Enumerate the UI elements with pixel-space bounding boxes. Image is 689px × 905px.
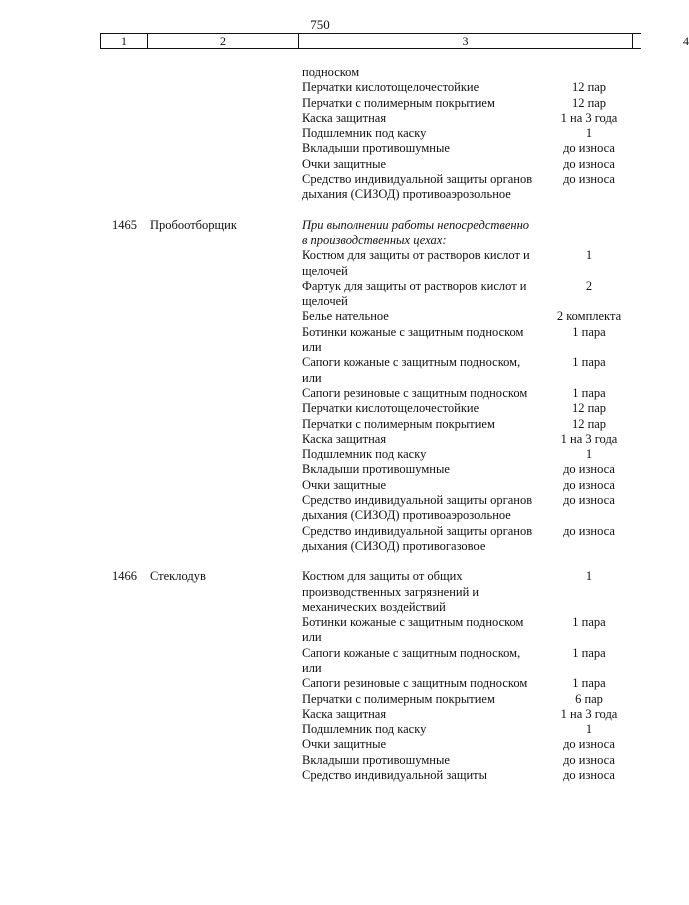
page-number: 750 [310, 17, 330, 32]
table-row [0, 676, 640, 691]
ppe-item: Сапоги кожаные с защитным подноском, или [302, 355, 521, 385]
header-col-1: 1 [101, 34, 148, 48]
ppe-quantity: 1 на 3 года [560, 110, 618, 125]
table-row [0, 111, 640, 126]
ppe-item: Каска защитная [302, 706, 387, 721]
table-row [0, 141, 640, 156]
ppe-item: Очки защитные [302, 156, 387, 171]
table-row [0, 401, 640, 416]
ppe-item: Средство индивидуальной защиты органов дыхания (СИЗОД) противогазовое [302, 523, 533, 553]
ppe-quantity: 1 [585, 569, 593, 584]
ppe-quantity: 12 пар [571, 416, 607, 431]
ppe-quantity: до износа [563, 172, 615, 187]
ppe-item: Ботинки кожаные с защитным подноском или [302, 615, 524, 645]
table-row [0, 478, 640, 493]
ppe-item: Каска защитная [302, 110, 387, 125]
ppe-item: Перчатки кислотощелочестойкие [302, 401, 480, 416]
table-row [0, 447, 640, 462]
ppe-item: Очки защитные [302, 477, 387, 492]
table-row [0, 569, 640, 615]
ppe-item: Белье нательное [302, 309, 389, 324]
ppe-quantity: до износа [563, 156, 615, 171]
ppe-quantity: 1 на 3 года [560, 706, 618, 721]
ppe-quantity: до износа [563, 477, 615, 492]
ppe-quantity: 1 [585, 248, 593, 263]
table-row [0, 462, 640, 477]
ppe-quantity: 12 пар [571, 80, 607, 95]
entry-1465 [0, 218, 640, 555]
table-row [0, 157, 640, 172]
table-row [0, 325, 640, 356]
ppe-item: Ботинки кожаные с защитным подноском или [302, 324, 524, 355]
ppe-quantity: до износа [563, 752, 615, 767]
table-header [100, 33, 689, 49]
ppe-item: Подшлемник под каску [302, 126, 427, 141]
ppe-item: Вкладыши противошумные [302, 141, 450, 156]
table-row [0, 524, 640, 555]
ppe-quantity: до износа [563, 523, 615, 538]
ppe-quantity: 1 пара [572, 615, 606, 630]
ppe-item: Костюм для защиты от общих производственных загрязнений и механических воздействий [302, 569, 480, 614]
ppe-item: Подшлемник под каску [302, 447, 427, 462]
table-row [0, 707, 640, 722]
table-row [0, 126, 640, 141]
ppe-item: Средство индивидуальной защиты [302, 768, 488, 783]
table-row [0, 646, 640, 677]
ppe-quantity: 1 пара [572, 355, 606, 370]
ppe-quantity: 1 пара [572, 676, 606, 691]
table-row [0, 248, 640, 279]
table-row [0, 309, 640, 324]
table-row [0, 96, 640, 111]
ppe-item: Очки защитные [302, 737, 387, 752]
ppe-quantity: до износа [563, 141, 615, 156]
table-row [0, 432, 640, 447]
table-row [0, 279, 640, 310]
table-row [0, 493, 640, 524]
table-row [0, 218, 640, 249]
ppe-quantity: 12 пар [571, 401, 607, 416]
ppe-item: Сапоги резиновые с защитным подноском [302, 385, 528, 400]
entry-number: 1465 [112, 217, 137, 232]
ppe-quantity: 12 пар [571, 95, 607, 110]
table-row [0, 417, 640, 432]
ppe-item: Средство индивидуальной защиты органов дыхания (СИЗОД) противоаэрозольное [302, 172, 533, 202]
ppe-item: Перчатки с полимерным покрытием [302, 95, 495, 110]
table-row [0, 80, 640, 95]
ppe-quantity: 2 комплекта [556, 309, 622, 324]
ppe-item: Вкладыши противошумные [302, 462, 450, 477]
table-row [0, 386, 640, 401]
ppe-item: Перчатки с полимерным покрытием [302, 691, 495, 706]
ppe-quantity: 2 [585, 278, 593, 293]
ppe-quantity: 1 [585, 722, 593, 737]
table-row [0, 355, 640, 386]
continuation-group [0, 65, 640, 203]
table-row [0, 65, 640, 80]
ppe-quantity: до износа [563, 462, 615, 477]
table-row [0, 768, 640, 783]
table-row [0, 692, 640, 707]
ppe-item: Вкладыши противошумные [302, 752, 450, 767]
header-col-3: 3 [299, 34, 633, 48]
ppe-quantity: 1 пара [572, 645, 606, 660]
ppe-quantity: до износа [563, 737, 615, 752]
entry-1466 [0, 569, 640, 783]
table-row [0, 615, 640, 646]
ppe-item: Перчатки с полимерным покрытием [302, 416, 495, 431]
ppe-item: подноском [302, 65, 360, 79]
ppe-item: Фартук для защиты от растворов кислот и щелочей [302, 278, 527, 309]
header-col-4-cell [633, 34, 689, 48]
table-row [0, 722, 640, 737]
ppe-item: Средство индивидуальной защиты органов дыхания (СИЗОД) противоаэрозольное [302, 493, 533, 523]
ppe-item: Костюм для защиты от растворов кислот и щелочей [302, 248, 530, 278]
entry-number: 1466 [112, 569, 137, 584]
header-col-4: 4 [683, 34, 689, 48]
table-row [0, 172, 640, 203]
ppe-quantity: 1 на 3 года [560, 431, 618, 446]
ppe-item: Подшлемник под каску [302, 722, 427, 737]
profession-name: Пробоотборщик [150, 217, 237, 232]
profession-name: Стеклодув [150, 569, 206, 584]
ppe-quantity: до износа [563, 493, 615, 508]
table-row [0, 753, 640, 768]
ppe-quantity: 1 [585, 126, 593, 141]
ppe-quantity: 1 пара [572, 385, 606, 400]
ppe-item: Каска защитная [302, 431, 387, 446]
condition-note: При выполнении работы непосредственно в производственных цехах: [302, 217, 530, 247]
ppe-item: Сапоги резиновые с защитным подноском [302, 676, 528, 691]
ppe-quantity: 1 пара [572, 324, 606, 339]
table-body [0, 65, 640, 783]
ppe-quantity: 6 пар [575, 691, 603, 706]
ppe-quantity: 1 [585, 447, 593, 462]
ppe-quantity: до износа [563, 768, 615, 783]
header-col-2: 2 [148, 34, 299, 48]
ppe-item: Сапоги кожаные с защитным подноском, или [302, 645, 521, 675]
ppe-item: Перчатки кислотощелочестойкие [302, 80, 480, 95]
table-row [0, 737, 640, 752]
